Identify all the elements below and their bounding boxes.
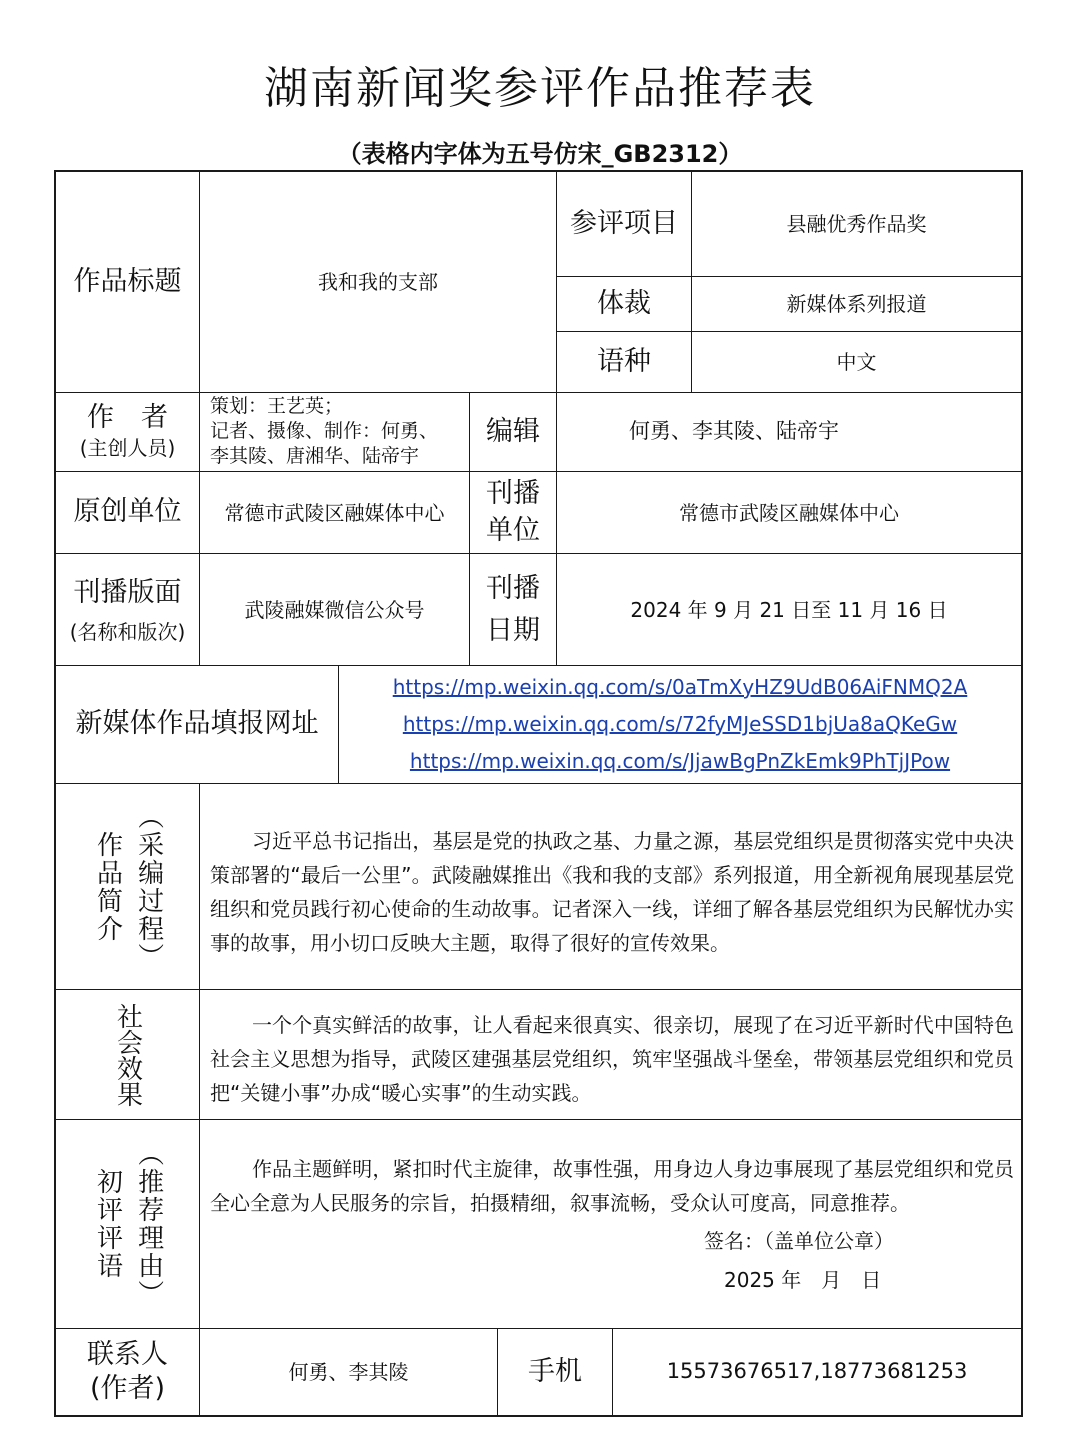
language-label: 语种 xyxy=(597,345,651,377)
url-link-2[interactable]: https://mp.weixin.qq.com/s/72fyMJeSSD1bjUa8aQKeGw xyxy=(402,712,958,736)
recommendation-label xyxy=(56,1120,199,1328)
url-list xyxy=(339,666,1021,783)
contact-label-1: 联系人 xyxy=(87,1339,168,1370)
publish-date-label-2: 日期 xyxy=(486,614,540,646)
publish-unit-label-2: 单位 xyxy=(486,514,540,546)
author-value xyxy=(210,394,468,471)
author-label-main: 作 者 xyxy=(87,402,168,433)
genre-value: 新媒体系列报道 xyxy=(786,292,927,316)
social-effect-text: 一个个真实鲜活的故事，让人看起来很真实、很亲切，展现了在习近平新时代中国特色社会主义思想为指导，武陵区建强基层党组织，筑牢坚强战斗堡垒，带领基层党组织和党员把“关键小事”办成“暖心实事”的生动实践。 xyxy=(210,1013,1014,1105)
table-border-right xyxy=(1021,170,1023,1417)
signature-date: 2025 年 月 日 xyxy=(724,1268,882,1292)
form-title: 湖南新闻奖参评作品推荐表 xyxy=(264,63,816,114)
signature-line: 签名：（盖单位公章） xyxy=(704,1229,894,1253)
publish-date-label-1: 刊播 xyxy=(486,572,540,604)
publish-layout-label-sub: (名称和版次) xyxy=(69,619,186,644)
publish-unit-value: 常德市武陵区融媒体中心 xyxy=(679,500,899,525)
genre-label: 体裁 xyxy=(597,287,651,319)
contact-value: 何勇、李其陵 xyxy=(288,1360,409,1384)
publish-layout-label xyxy=(56,554,199,665)
form-subtitle: （表格内字体为五号仿宋_GB2312） xyxy=(337,140,743,168)
original-unit-value: 常德市武陵区融媒体中心 xyxy=(224,500,445,525)
author-line-1: 策划：王艺英； xyxy=(210,395,344,417)
original-unit-label: 原创单位 xyxy=(73,496,182,528)
social-effect-label xyxy=(56,990,199,1119)
work-title-label: 作品标题 xyxy=(73,265,182,297)
author-line-2: 记者、摄像、制作：何勇、 xyxy=(210,420,439,442)
phone-value: 15573676517,18773681253 xyxy=(666,1359,968,1384)
summary-label xyxy=(56,784,199,989)
award-item-label: 参评项目 xyxy=(570,207,678,239)
recommendation-label-col1: （推荐理由） xyxy=(133,1140,164,1308)
editor-label: 编辑 xyxy=(486,415,540,447)
author-label xyxy=(56,393,199,471)
editor-value: 何勇、李其陵、陆帝宇 xyxy=(629,419,839,444)
table-border-bottom xyxy=(54,1415,1023,1417)
language-value: 中文 xyxy=(836,350,877,374)
social-effect-label-text: 社会效果 xyxy=(112,1002,143,1107)
publish-date-value: 2024 年 9 月 21 日至 11 月 16 日 xyxy=(630,597,948,622)
table-line xyxy=(199,783,200,1415)
url-link-3[interactable]: https://mp.weixin.qq.com/s/JjawBgPnZkEmk9PhTjJPow xyxy=(409,749,951,773)
recommendation-text: 作品主题鲜明，紧扣时代主旋律，故事性强，用身边人身边事展现了基层党组织和党员全心全意为人民服务的宗旨，拍摄精细，叙事流畅，受众认可度高，同意推荐。 xyxy=(210,1157,1014,1215)
url-label: 新媒体作品填报网址 xyxy=(75,708,319,740)
award-item-value: 县融优秀作品奖 xyxy=(786,212,927,236)
work-title-value: 我和我的支部 xyxy=(318,270,438,294)
recommendation-label-col2: 初评评语 xyxy=(92,1168,123,1280)
contact-label xyxy=(56,1329,199,1415)
summary-text: 习近平总书记指出，基层是党的执政之基、力量之源，基层党组织是贯彻落实党中央决策部署的“最后一公里”。武陵融媒推出《我和我的支部》系列报道，用全新视角展现基层党组织和党员践行初心使命的生动故事。记者深入一线，详细了解各基层党组织为民解忧办实事的故事，用小切口反映大主题，取得了很好的宣传效果。 xyxy=(210,829,1014,955)
publish-layout-value: 武陵融媒微信公众号 xyxy=(244,597,425,622)
publish-unit-label-1: 刊播 xyxy=(486,478,540,510)
summary-label-col2: 作品简介 xyxy=(92,830,123,943)
phone-label: 手机 xyxy=(528,1355,582,1387)
summary-label-col1: （采编过程） xyxy=(133,802,164,971)
contact-label-2: (作者) xyxy=(89,1373,166,1404)
url-link-1[interactable]: https://mp.weixin.qq.com/s/0aTmXyHZ9UdB06AiFNMQ2A xyxy=(392,675,968,699)
publish-date-label xyxy=(470,554,556,665)
publish-unit-label xyxy=(470,472,556,553)
publish-layout-label-main: 刊播版面 xyxy=(73,576,182,608)
author-label-sub: (主创人员) xyxy=(79,436,176,460)
author-line-3: 李其陵、唐湘华、陆帝宇 xyxy=(210,445,420,467)
